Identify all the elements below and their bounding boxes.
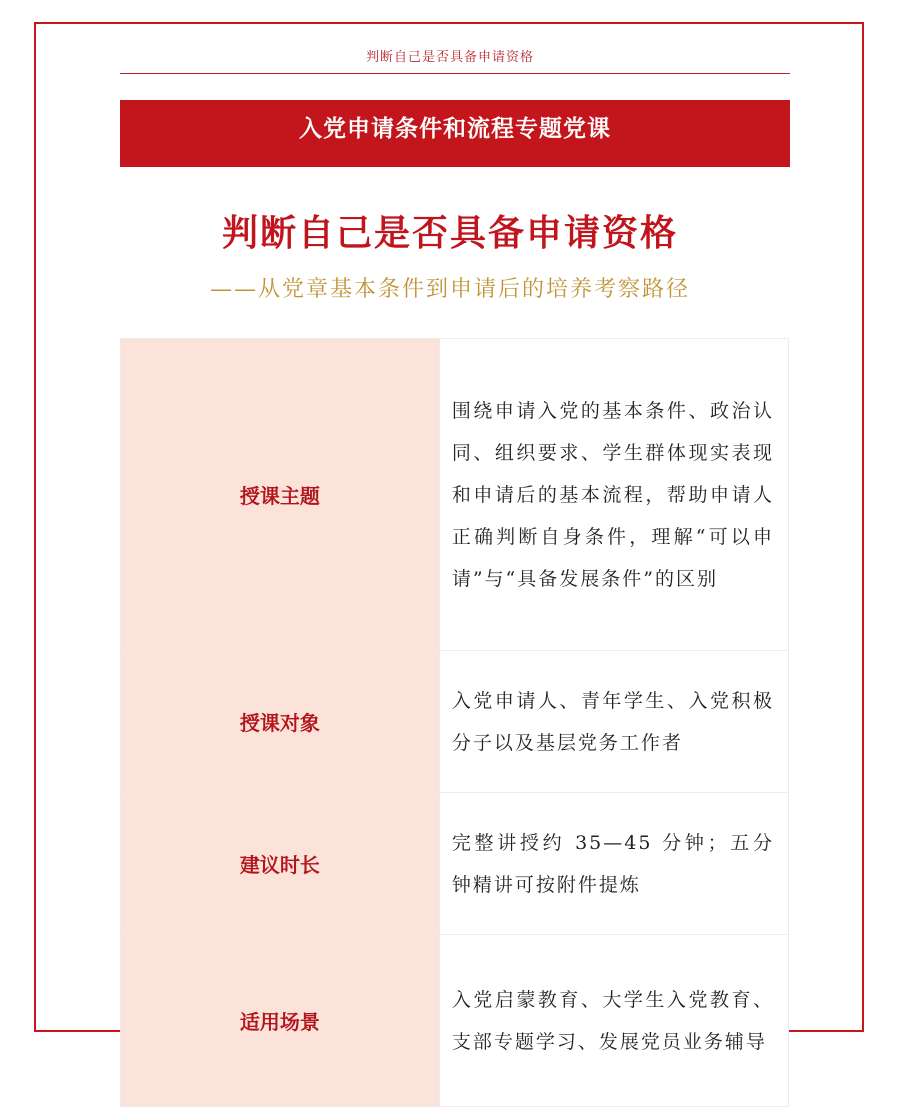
row-label: 授课对象 bbox=[121, 651, 440, 793]
subtitle: ——从党章基本条件到申请后的培养考察路径 bbox=[209, 277, 690, 302]
table-row-topic bbox=[121, 339, 789, 651]
row-value: 入党启蒙教育、大学生入党教育、支部专题学习、发展党员业务辅导 bbox=[439, 935, 788, 1107]
table-row-audience bbox=[121, 651, 789, 793]
row-label: 适用场景 bbox=[121, 935, 440, 1107]
main-title: 判断自己是否具备申请资格 bbox=[221, 213, 678, 254]
row-label: 建议时长 bbox=[121, 793, 440, 935]
lesson-banner bbox=[120, 100, 790, 167]
row-value: 入党申请人、青年学生、入党积极分子以及基层党务工作者 bbox=[439, 651, 788, 793]
running-header: 判断自己是否具备申请资格 bbox=[365, 50, 534, 65]
banner-title: 入党申请条件和流程专题党课 bbox=[299, 116, 611, 142]
lesson-info-table bbox=[120, 338, 789, 1107]
row-label: 授课主题 bbox=[121, 339, 440, 651]
table-row-scenario bbox=[121, 935, 789, 1107]
row-value: 完整讲授约 35—45 分钟；五分钟精讲可按附件提炼 bbox=[439, 793, 788, 935]
table-row-duration bbox=[121, 793, 789, 935]
row-value: 围绕申请入党的基本条件、政治认同、组织要求、学生群体现实表现和申请后的基本流程，帮助申请人正确判断自身条件，理解“可以申请”与“具备发展条件”的区别 bbox=[439, 339, 788, 651]
header-divider bbox=[120, 73, 790, 74]
